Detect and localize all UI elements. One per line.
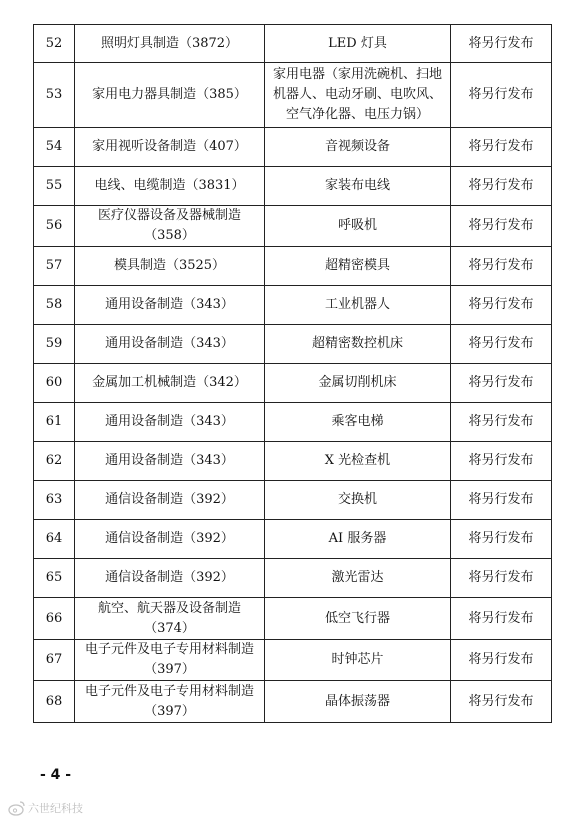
industry-cell: 电子元件及电子专用材料制造（397） [75,681,265,723]
note-cell: 将另行发布 [451,559,552,598]
table-row [34,25,552,63]
industry-cell: 家用电力器具制造（385） [75,63,265,128]
note-cell: 将另行发布 [451,128,552,167]
industry-cell: 电子元件及电子专用材料制造（397） [75,640,265,681]
row-number-cell: 61 [34,403,75,442]
industry-cell: 通用设备制造（343） [75,286,265,325]
watermark-text: 六世纪科技 [28,802,83,815]
industry-cell: 金属加工机械制造（342） [75,364,265,403]
standards-table [33,24,552,723]
note-cell: 将另行发布 [451,325,552,364]
product-cell: 晶体振荡器 [265,681,451,723]
table-row [34,63,552,128]
product-cell: X 光检查机 [265,442,451,481]
row-number-cell: 56 [34,206,75,247]
product-cell: 超精密模具 [265,247,451,286]
note-cell: 将另行发布 [451,481,552,520]
row-number-cell: 60 [34,364,75,403]
product-cell: 低空飞行器 [265,598,451,640]
product-cell: 音视频设备 [265,128,451,167]
product-cell: 家装布电线 [265,167,451,206]
table-row [34,286,552,325]
table-body [34,25,552,723]
row-number-cell: 63 [34,481,75,520]
industry-cell: 通用设备制造（343） [75,325,265,364]
industry-cell: 通用设备制造（343） [75,442,265,481]
note-cell: 将另行发布 [451,442,552,481]
row-number-cell: 53 [34,63,75,128]
row-number-cell: 66 [34,598,75,640]
table-row [34,559,552,598]
product-cell: LED 灯具 [265,25,451,63]
note-cell: 将另行发布 [451,640,552,681]
table-row [34,403,552,442]
table-row [34,247,552,286]
product-cell: 激光雷达 [265,559,451,598]
product-cell: 乘客电梯 [265,403,451,442]
note-cell: 将另行发布 [451,25,552,63]
table-row [34,364,552,403]
note-cell: 将另行发布 [451,598,552,640]
note-cell: 将另行发布 [451,167,552,206]
weibo-logo-icon [8,800,26,816]
product-cell: 交换机 [265,481,451,520]
industry-cell: 电线、电缆制造（3831） [75,167,265,206]
note-cell: 将另行发布 [451,364,552,403]
note-cell: 将另行发布 [451,206,552,247]
product-cell: 金属切削机床 [265,364,451,403]
product-cell: 家用电器（家用洗碗机、扫地机器人、电动牙刷、电吹风、空气净化器、电压力锅） [265,63,451,128]
industry-cell: 通用设备制造（343） [75,403,265,442]
industry-cell: 航空、航天器及设备制造（374） [75,598,265,640]
note-cell: 将另行发布 [451,520,552,559]
table-row [34,128,552,167]
table-row [34,640,552,681]
row-number-cell: 62 [34,442,75,481]
product-cell: 呼吸机 [265,206,451,247]
industry-cell: 模具制造（3525） [75,247,265,286]
table-row [34,520,552,559]
industry-cell: 通信设备制造（392） [75,559,265,598]
row-number-cell: 55 [34,167,75,206]
table-row [34,167,552,206]
row-number-cell: 54 [34,128,75,167]
note-cell: 将另行发布 [451,63,552,128]
industry-cell: 通信设备制造（392） [75,520,265,559]
note-cell: 将另行发布 [451,247,552,286]
row-number-cell: 58 [34,286,75,325]
row-number-cell: 68 [34,681,75,723]
industry-cell: 医疗仪器设备及器械制造（358） [75,206,265,247]
note-cell: 将另行发布 [451,286,552,325]
product-cell: 时钟芯片 [265,640,451,681]
table-row [34,598,552,640]
row-number-cell: 57 [34,247,75,286]
row-number-cell: 65 [34,559,75,598]
note-cell: 将另行发布 [451,403,552,442]
row-number-cell: 64 [34,520,75,559]
product-cell: AI 服务器 [265,520,451,559]
table-row [34,206,552,247]
note-cell: 将另行发布 [451,681,552,723]
row-number-cell: 59 [34,325,75,364]
table-row [34,442,552,481]
industry-cell: 通信设备制造（392） [75,481,265,520]
table-row [34,325,552,364]
industry-cell: 家用视听设备制造（407） [75,128,265,167]
page-number: - 4 - [40,767,72,783]
row-number-cell: 67 [34,640,75,681]
product-cell: 超精密数控机床 [265,325,451,364]
table-row [34,681,552,723]
industry-cell: 照明灯具制造（3872） [75,25,265,63]
product-cell: 工业机器人 [265,286,451,325]
row-number-cell: 52 [34,25,75,63]
table-row [34,481,552,520]
watermark [8,800,83,816]
